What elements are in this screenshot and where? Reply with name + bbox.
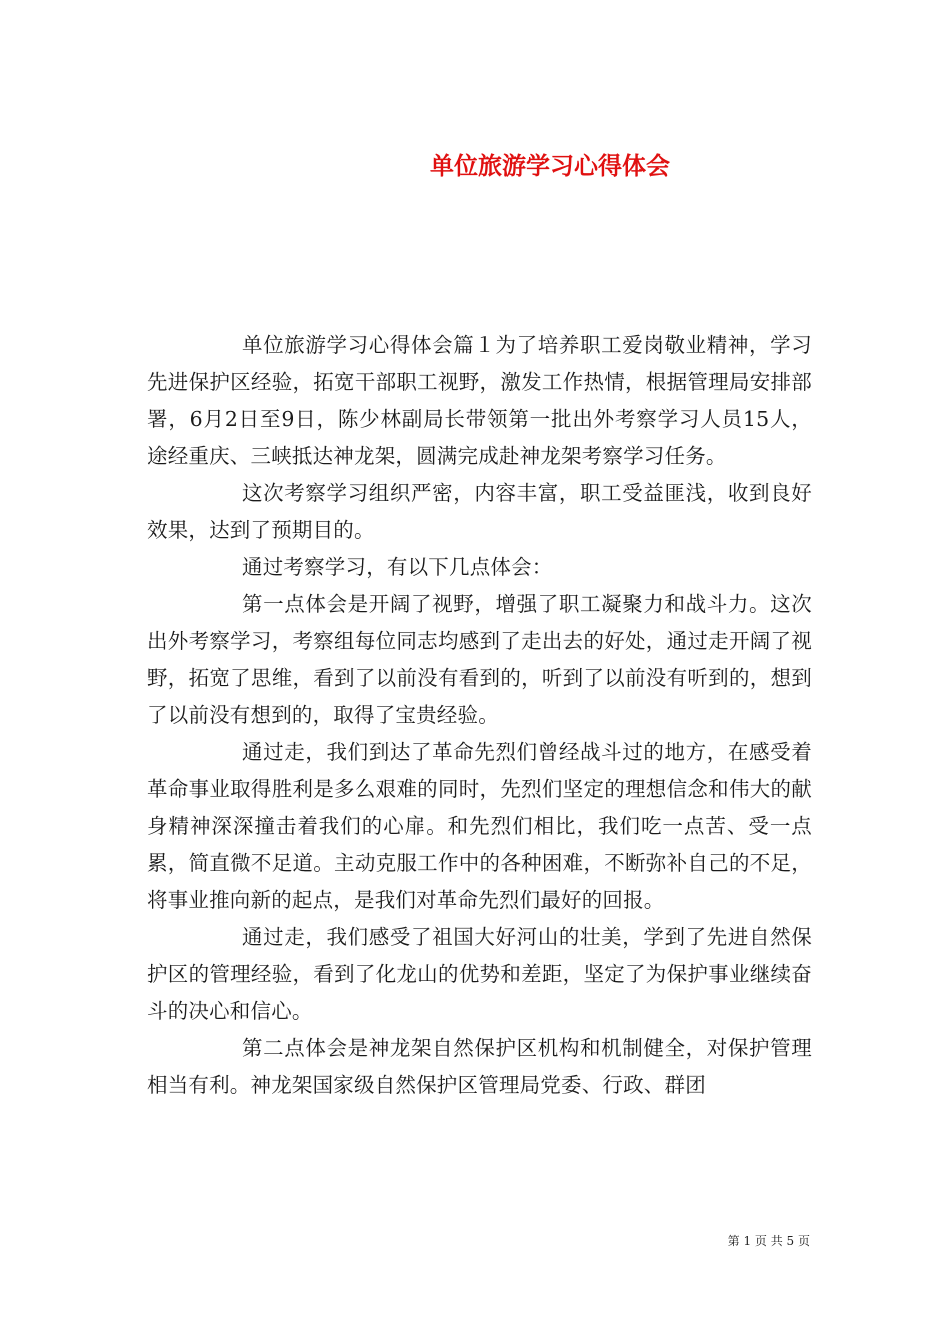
paragraph-point-two: 第二点体会是神龙架自然保护区机构和机制健全，对保护管理相当有利。神龙架国家级自然保护区管理局党委、行政、群团 bbox=[147, 1036, 812, 1097]
paragraph-revolution: 通过走，我们到达了革命先烈们曾经战斗过的地方，在感受着革命事业取得胜利是多么艰难的同时，先烈们坚定的理想信念和伟大的献身精神深深撞击着我们的心扉。和先烈们相比，我们吃一点苦、受一点累，简直微不足道。主动克服工作中的各种困难，不断弥补自己的不足，将事业推向新的起点，是我们对革命先烈们最好的回报。 bbox=[147, 740, 812, 912]
page-number: 第 1 页 共 5 页 bbox=[727, 1234, 810, 1248]
document-body bbox=[147, 327, 812, 1104]
paragraph-scenery: 通过走，我们感受了祖国大好河山的壮美，学到了先进自然保护区的管理经验，看到了化龙山的优势和差距，坚定了为保护事业继续奋斗的决心和信心。 bbox=[147, 925, 812, 1023]
document-title: 单位旅游学习心得体会 bbox=[430, 152, 670, 181]
paragraph-summary: 这次考察学习组织严密，内容丰富，职工受益匪浅，收到良好效果，达到了预期目的。 bbox=[147, 481, 812, 542]
paragraph-intro: 单位旅游学习心得体会篇１为了培养职工爱岗敬业精神，学习先进保护区经验，拓宽干部职工视野，激发工作热情，根据管理局安排部署，6月2日至9日，陈少林副局长带领第一批出外考察学习人员15人，途经重庆、三峡抵达神龙架，圆满完成赴神龙架考察学习任务。 bbox=[147, 333, 812, 468]
paragraph-point-one: 第一点体会是开阔了视野，增强了职工凝聚力和战斗力。这次出外考察学习，考察组每位同志均感到了走出去的好处，通过走开阔了视野，拓宽了思维，看到了以前没有看到的，听到了以前没有听到的，想到了以前没有想到的，取得了宝贵经验。 bbox=[147, 592, 812, 727]
paragraph-lead-in: 通过考察学习，有以下几点体会： bbox=[242, 555, 553, 579]
page-footer bbox=[700, 1233, 810, 1249]
